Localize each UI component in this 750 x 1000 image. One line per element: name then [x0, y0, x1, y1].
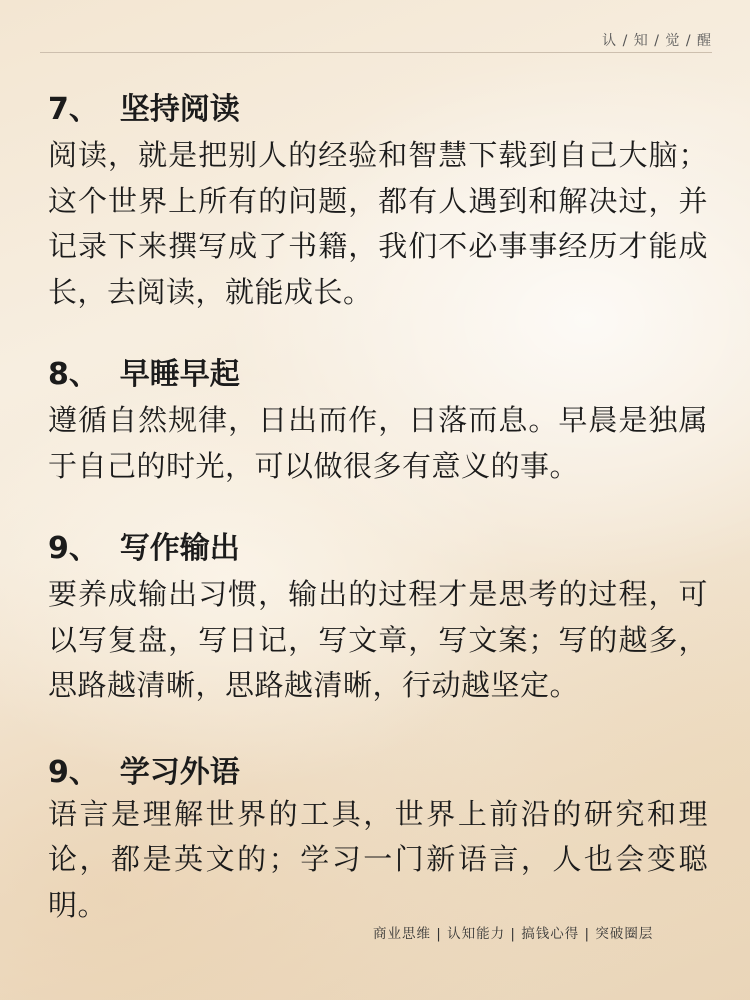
section-foreign-language: [48, 753, 708, 929]
section-writing: [48, 529, 708, 709]
section-title: 9、 写作输出: [48, 531, 240, 567]
section-early-sleep: [48, 355, 708, 489]
header-label: 认 / 知 / 觉 / 醒: [602, 33, 712, 49]
section-body: 遵循自然规律，日出而作，日落而息。早晨是独属于自己的时光，可以做很多有意义的事。: [48, 403, 708, 483]
section-title: 7、 坚持阅读: [48, 92, 240, 127]
section-title: 9、 学习外语: [48, 754, 240, 790]
section-body: 要养成输出习惯，输出的过程才是思考的过程，可以写复盘，写日记，写文章，写文案；写的越多，思路越清晰，思路越清晰，行动越坚定。: [48, 577, 708, 703]
section-body: 阅读，就是把别人的经验和智慧下载到自己大脑；这个世界上所有的问题，都有人遇到和解决过，并记录下来撰写成了书籍，我们不必事事经历才能成长，去阅读，就能成长。: [48, 138, 708, 309]
section-body: 语言是理解世界的工具，世界上前沿的研究和理论，都是英文的；学习一门新语言，人也会变聪明。: [48, 796, 708, 922]
section-reading: [48, 90, 708, 315]
footer-tags: 商业思维 | 认知能力 | 搞钱心得 | 突破圈层: [373, 926, 654, 942]
section-title: 8、 早睡早起: [48, 357, 240, 393]
header-divider: [40, 52, 712, 53]
content: [48, 90, 708, 928]
